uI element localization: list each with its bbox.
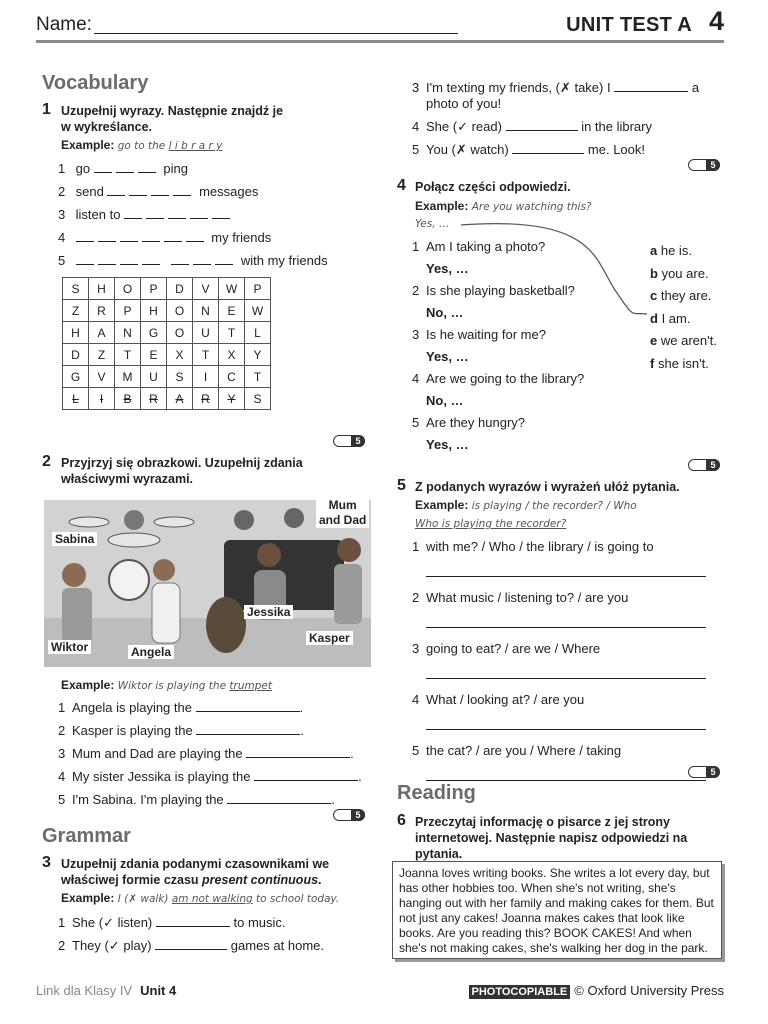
item-suffix: a <box>691 80 700 95</box>
answer-blank[interactable] <box>512 141 584 154</box>
label-kasper: Kasper <box>306 631 353 645</box>
answer-blank[interactable] <box>155 937 227 950</box>
q2-instruction-line2: właściwymi wyrazami. <box>61 472 194 486</box>
item-suffix: games at home. <box>230 938 324 953</box>
q3-item-1 <box>58 914 324 931</box>
wordsearch-cell[interactable]: I <box>89 388 115 410</box>
q1-instruction <box>61 103 283 135</box>
example-label: Example: <box>61 891 115 905</box>
answer-text: he is. <box>660 243 692 258</box>
wordsearch-cell[interactable]: T <box>115 344 141 366</box>
section-title-reading: Reading <box>397 782 476 804</box>
item-prefix: I'm texting my friends, (✗ take) I <box>426 80 611 95</box>
q2-item-5: 5 I'm Sabina. I'm playing the . <box>58 792 335 807</box>
answer-blank[interactable] <box>196 722 300 735</box>
band-illustration <box>44 500 371 667</box>
item-prefix: They (✓ play) <box>72 938 152 953</box>
q4-question-3 <box>412 327 584 343</box>
q4-question-5 <box>412 415 584 431</box>
item-number: 4 <box>58 230 66 245</box>
q4-questions <box>412 239 584 459</box>
score-box-q1 <box>333 435 365 447</box>
q1-item-5 <box>58 252 328 269</box>
q3-item-5 <box>412 141 699 158</box>
q3-example-answer: am not walking <box>171 893 253 905</box>
question-text: Are we going to the library? <box>426 371 585 386</box>
q1-example-answer: l i b r a r y <box>168 140 223 152</box>
answer-blank[interactable] <box>246 745 350 758</box>
q2-example-answer: trumpet <box>229 680 272 692</box>
item-number: 3 <box>412 327 420 342</box>
section-title-vocabulary: Vocabulary <box>42 72 149 94</box>
wordsearch-cell[interactable]: H <box>141 300 167 322</box>
q5-answer-line-4[interactable] <box>426 729 706 730</box>
wordsearch-cell[interactable]: T <box>219 322 245 344</box>
q4-answer-stub-3: Yes, … <box>426 349 469 364</box>
letter-blank[interactable] <box>186 229 204 242</box>
q5-answer-line-3[interactable] <box>426 678 706 679</box>
q5-answer-line-5[interactable] <box>426 780 706 781</box>
item-suffix: to music. <box>233 915 286 930</box>
letter-blank[interactable] <box>76 252 94 265</box>
q4-answer-c[interactable] <box>650 285 717 308</box>
question-number-6: 6 <box>397 812 406 829</box>
letter-blank[interactable] <box>107 183 125 196</box>
example-label: Example: <box>61 138 115 152</box>
score-max: 5 <box>351 809 365 821</box>
item-suffix: ping <box>163 161 188 176</box>
item-number: 3 <box>412 80 420 95</box>
item-number: 2 <box>58 723 66 738</box>
unit-test-label: UNIT TEST A <box>566 14 692 36</box>
example-label: Example: <box>415 498 469 512</box>
q6-instruction-line3: pytania. <box>415 847 463 861</box>
wordsearch-cell[interactable]: P <box>115 300 141 322</box>
footer-left <box>36 983 176 998</box>
wordsearch-cell[interactable]: W <box>245 300 271 322</box>
wordsearch-cell[interactable]: B <box>115 388 141 410</box>
item-text: Mum and Dad are playing the <box>72 746 243 761</box>
answer-text: we aren't. <box>660 333 717 348</box>
item-suffix: in the library <box>581 119 652 134</box>
letter-blank[interactable] <box>76 229 94 242</box>
q2-item-1: 1 Angela is playing the . <box>58 700 304 715</box>
name-field[interactable] <box>94 33 458 34</box>
q4-answer-stub-4: No, … <box>426 393 464 408</box>
answer-text: they are. <box>660 288 712 303</box>
score-box-q2 <box>333 809 365 821</box>
score-box-q3 <box>688 159 720 171</box>
question-number-3: 3 <box>42 854 51 871</box>
wordsearch-cell[interactable]: S <box>167 366 193 388</box>
item-text: Kasper is playing the <box>72 723 193 738</box>
q2-items <box>58 699 362 808</box>
letter-blank[interactable] <box>151 183 169 196</box>
wordsearch-cell[interactable]: Z <box>89 344 115 366</box>
wordsearch-cell[interactable]: Z <box>63 300 89 322</box>
q5-answer-line-2[interactable] <box>426 627 706 628</box>
item-number: 3 <box>58 207 66 222</box>
item-number: 1 <box>412 239 420 254</box>
q1-items <box>58 160 328 269</box>
q4-answer-f[interactable] <box>650 353 717 376</box>
question-number-4: 4 <box>397 177 406 194</box>
q2-instruction <box>61 455 303 487</box>
label-sabina: Sabina <box>52 532 97 546</box>
wordsearch-cell[interactable]: N <box>193 300 219 322</box>
wordsearch-cell[interactable]: U <box>141 366 167 388</box>
q4-answer-stub-2: No, … <box>426 305 464 320</box>
question-text: Is she playing basketball? <box>426 283 575 298</box>
wordsearch-cell[interactable]: S <box>245 388 271 410</box>
score-box-q5 <box>688 766 720 778</box>
q5-item-1 <box>412 539 706 555</box>
q3-items-right <box>412 79 699 158</box>
q5-item-4 <box>412 692 706 708</box>
wordsearch-cell[interactable]: O <box>115 278 141 300</box>
q3-item-2 <box>58 937 324 954</box>
q4-example-answer: Yes, … <box>415 218 450 230</box>
item-suffix: my friends <box>211 230 272 245</box>
q1-instruction-line2: w wykreślance. <box>61 120 153 134</box>
wordsearch-cell[interactable]: C <box>219 366 245 388</box>
q2-instruction-line1: Przyjrzyj się obrazkowi. Uzupełnij zdania <box>61 456 303 470</box>
q5-example-text: is playing / the recorder? / Who <box>471 500 637 512</box>
label-wiktor: Wiktor <box>48 640 91 654</box>
letter-blank[interactable] <box>215 252 233 265</box>
letter-blank[interactable] <box>98 229 116 242</box>
item-number: 3 <box>412 641 420 656</box>
wordsearch-row <box>63 366 271 388</box>
q4-question-1 <box>412 239 584 255</box>
letter-blank[interactable] <box>94 160 112 173</box>
score-max: 5 <box>706 159 720 171</box>
letter-blank[interactable] <box>146 206 164 219</box>
q4-answer-stub-1: Yes, … <box>426 261 469 276</box>
answer-letter: a <box>650 243 658 258</box>
wordsearch-cell[interactable]: L <box>63 388 89 410</box>
score-max: 5 <box>706 459 720 471</box>
section-title-grammar: Grammar <box>42 825 131 847</box>
wordsearch-cell[interactable]: V <box>89 366 115 388</box>
answer-letter: e <box>650 333 658 348</box>
answer-blank[interactable] <box>506 118 578 131</box>
label-jessika: Jessika <box>244 605 293 619</box>
footer-right <box>469 983 725 998</box>
publisher-credit: © Oxford University Press <box>574 983 724 998</box>
wordsearch-cell[interactable]: U <box>193 322 219 344</box>
label-and-dad: and Dad <box>319 513 367 527</box>
q3-instruction-line2: właściwej formie czasu present continuous. <box>61 873 322 887</box>
letter-blank[interactable] <box>138 160 156 173</box>
name-label: Name: <box>36 14 92 35</box>
q4-instruction: Połącz części odpowiedzi. <box>415 180 571 194</box>
item-number: 4 <box>412 371 420 386</box>
item-suffix: me. Look! <box>587 142 646 157</box>
wordsearch-cell[interactable]: L <box>245 322 271 344</box>
q5-items <box>412 539 706 781</box>
q3-instruction-text: właściwej formie czasu <box>61 873 199 887</box>
item-prefix: go <box>75 161 91 176</box>
q1-item-2 <box>58 183 328 200</box>
wordsearch-grid <box>62 277 271 410</box>
wordsearch-cell[interactable]: T <box>193 344 219 366</box>
q3-items-left <box>58 914 324 954</box>
item-text: Angela is playing the <box>72 700 192 715</box>
q3-example-prefix: I (✗ walk) <box>117 893 169 905</box>
q4-example-text: Are you watching this? <box>471 201 592 213</box>
wordsearch-row <box>63 388 271 410</box>
q5-answer-line-1[interactable] <box>426 576 706 577</box>
q4-question-4 <box>412 371 584 387</box>
q5-instruction: Z podanych wyrazów i wyrażeń ułóż pytania. <box>415 480 680 494</box>
answer-blank[interactable] <box>196 699 300 712</box>
wordsearch-cell[interactable]: P <box>141 278 167 300</box>
letter-blank[interactable] <box>120 229 138 242</box>
wordsearch-cell[interactable]: A <box>167 388 193 410</box>
q4-answer-b[interactable] <box>650 263 717 286</box>
answer-letter: f <box>650 355 655 371</box>
score-max: 5 <box>706 766 720 778</box>
item-number: 1 <box>58 700 66 715</box>
answer-blank[interactable] <box>227 791 331 804</box>
label-mum-and-dad <box>316 500 369 528</box>
letter-blank[interactable] <box>142 252 160 265</box>
wordsearch-cell[interactable]: R <box>89 300 115 322</box>
item-text: My sister Jessika is playing the <box>72 769 251 784</box>
header-divider <box>36 40 724 43</box>
wordsearch-cell[interactable]: R <box>141 388 167 410</box>
wordsearch-cell[interactable]: Y <box>245 344 271 366</box>
wordsearch-row <box>63 278 271 300</box>
q1-item-3 <box>58 206 328 223</box>
q4-answer-d[interactable] <box>650 308 717 331</box>
q3-example <box>61 891 339 905</box>
label-mum: Mum <box>328 500 357 512</box>
q6-instruction-line1: Przeczytaj informację o pisarce z jej strony <box>415 815 670 829</box>
item-number: 1 <box>58 915 66 930</box>
item-number: 5 <box>412 743 420 758</box>
question-number-2: 2 <box>42 453 51 470</box>
question-text: Is he waiting for me? <box>426 327 546 342</box>
q1-item-1 <box>58 160 328 177</box>
item-number: 4 <box>58 769 66 784</box>
item-number: 4 <box>412 119 420 134</box>
item-number: 5 <box>412 415 420 430</box>
q4-answers <box>650 240 717 375</box>
course-name: Link dla Klasy IV <box>36 983 133 998</box>
wordsearch-cell[interactable]: X <box>219 344 245 366</box>
q2-item-2: 2 Kasper is playing the . <box>58 723 304 738</box>
question-number-5: 5 <box>397 477 406 494</box>
wordsearch-row <box>63 300 271 322</box>
letter-blank[interactable] <box>116 160 134 173</box>
wordsearch-cell[interactable]: G <box>63 366 89 388</box>
item-number: 2 <box>58 938 66 953</box>
answer-blank[interactable] <box>614 79 688 92</box>
q4-answer-a[interactable] <box>650 240 717 263</box>
letter-blank[interactable] <box>142 229 160 242</box>
wordsearch-cell[interactable]: P <box>245 278 271 300</box>
q4-example <box>415 199 592 213</box>
q1-item-4 <box>58 229 328 246</box>
q4-question-2 <box>412 283 584 299</box>
q1-example-text: go to the <box>117 140 166 152</box>
item-text: going to eat? / are we / Where <box>426 641 601 656</box>
wordsearch-cell[interactable]: V <box>193 278 219 300</box>
wordsearch-cell[interactable]: E <box>219 300 245 322</box>
q5-example-answer: Who is playing the recorder? <box>415 518 567 530</box>
letter-blank[interactable] <box>190 206 208 219</box>
letter-blank[interactable] <box>164 229 182 242</box>
wordsearch-cell[interactable]: G <box>141 322 167 344</box>
wordsearch-cell[interactable]: T <box>245 366 271 388</box>
q4-answer-stub-5: Yes, … <box>426 437 469 452</box>
item-prefix: send <box>75 184 104 199</box>
answer-letter: d <box>650 310 658 326</box>
item-text: What / looking at? / are you <box>426 692 585 707</box>
wordsearch-cell[interactable]: E <box>141 344 167 366</box>
answer-blank[interactable] <box>156 914 230 927</box>
q3-item-3-line2: photo of you! <box>426 96 502 111</box>
photocopiable-badge: PHOTOCOPIABLE <box>469 985 571 999</box>
wordsearch-cell[interactable]: N <box>115 322 141 344</box>
wordsearch-row <box>63 322 271 344</box>
wordsearch-row <box>63 344 271 366</box>
item-suffix: with my friends <box>240 253 328 268</box>
q3-instruction <box>61 856 329 888</box>
q2-item-4: 4 My sister Jessika is playing the . <box>58 769 362 784</box>
item-number: 1 <box>412 539 420 554</box>
q5-item-2 <box>412 590 706 606</box>
answer-blank[interactable] <box>254 768 358 781</box>
item-prefix: She (✓ read) <box>426 119 502 134</box>
wordsearch-cell[interactable]: X <box>167 344 193 366</box>
footer-unit: Unit 4 <box>140 983 177 998</box>
letter-blank[interactable] <box>124 206 142 219</box>
label-angela: Angela <box>128 645 174 659</box>
wordsearch-cell[interactable]: O <box>167 300 193 322</box>
score-box-q4 <box>688 459 720 471</box>
item-number: 4 <box>412 692 420 707</box>
q1-instruction-line1: Uzupełnij wyrazy. Następnie znajdź je <box>61 104 284 118</box>
item-number: 2 <box>412 590 420 605</box>
q5-example <box>415 498 637 512</box>
wordsearch-cell[interactable]: O <box>167 322 193 344</box>
letter-blank[interactable] <box>168 206 186 219</box>
item-prefix: You (✗ watch) <box>426 142 509 157</box>
item-number: 1 <box>58 161 66 176</box>
item-prefix: listen to <box>75 207 121 222</box>
answer-letter: b <box>650 265 658 281</box>
q5-item-5 <box>412 743 706 759</box>
q6-instruction-line2: internetowej. Następnie napisz odpowiedzi na <box>415 831 688 845</box>
answer-text: I am. <box>661 310 691 326</box>
letter-blank[interactable] <box>171 252 189 265</box>
q3-instruction-line1: Uzupełnij zdania podanymi czasownikami we <box>61 857 330 871</box>
q5-item-3 <box>412 641 706 657</box>
q2-example <box>61 678 272 692</box>
letter-blank[interactable] <box>212 206 230 219</box>
q1-example <box>61 138 222 152</box>
wordsearch-cell[interactable]: A <box>89 322 115 344</box>
item-suffix: messages <box>199 184 259 199</box>
q3-item-3 <box>412 79 699 96</box>
q6-instruction <box>415 814 687 862</box>
letter-blank[interactable] <box>98 252 116 265</box>
item-number: 5 <box>412 142 420 157</box>
q2-item-3: 3 Mum and Dad are playing the . <box>58 746 354 761</box>
item-prefix: She (✓ listen) <box>72 915 153 930</box>
q3-item-4 <box>412 118 699 135</box>
letter-blank[interactable] <box>129 183 147 196</box>
item-text: the cat? / are you / Where / taking <box>426 743 622 758</box>
answer-letter: c <box>650 288 658 303</box>
q3-example-suffix: to school today. <box>255 893 340 905</box>
example-label: Example: <box>61 678 115 692</box>
q3-instruction-tense: present continuous <box>202 873 319 887</box>
item-number: 2 <box>58 184 66 199</box>
q4-answer-e[interactable] <box>650 330 717 353</box>
item-number: 2 <box>412 283 420 298</box>
wordsearch-cell[interactable]: R <box>193 388 219 410</box>
item-number: 5 <box>58 253 66 268</box>
answer-text: she isn't. <box>657 355 709 371</box>
reading-passage-box <box>392 861 722 959</box>
unit-number: 4 <box>708 6 724 36</box>
wordsearch-cell[interactable]: W <box>219 278 245 300</box>
letter-blank[interactable] <box>120 252 138 265</box>
answer-text: you are. <box>661 265 709 281</box>
question-text: Am I taking a photo? <box>426 239 546 254</box>
item-number: 3 <box>58 746 66 761</box>
score-max: 5 <box>351 435 365 447</box>
wordsearch-cell[interactable]: M <box>115 366 141 388</box>
item-text: with me? / Who / the library / is going to <box>426 539 654 554</box>
letter-blank[interactable] <box>173 183 191 196</box>
wordsearch-cell[interactable]: D <box>167 278 193 300</box>
wordsearch-cell[interactable]: Y <box>219 388 245 410</box>
question-text: Are they hungry? <box>426 415 526 430</box>
item-number: 5 <box>58 792 66 807</box>
letter-blank[interactable] <box>193 252 211 265</box>
question-number-1: 1 <box>42 101 51 118</box>
item-text: What music / listening to? / are you <box>426 590 629 605</box>
wordsearch-cell[interactable]: S <box>63 278 89 300</box>
wordsearch-cell[interactable]: H <box>89 278 115 300</box>
q2-example-text: Wiktor is playing the <box>117 680 227 692</box>
wordsearch-cell[interactable]: D <box>63 344 89 366</box>
wordsearch-cell[interactable]: I <box>193 366 219 388</box>
wordsearch-cell[interactable]: H <box>63 322 89 344</box>
example-label: Example: <box>415 199 469 213</box>
reading-passage: Joanna loves writing books. She writes a lot every day, but has other hobbies too. When she's not writing, she's hanging out with her family and making cakes for them. But not just any cakes! Joanna makes cakes that look like books. Are you reading this? BOOK CAKES! And when she's not making cakes, she's walking her dog in the park. <box>399 866 714 955</box>
item-text: I'm Sabina. I'm playing the <box>72 792 224 807</box>
